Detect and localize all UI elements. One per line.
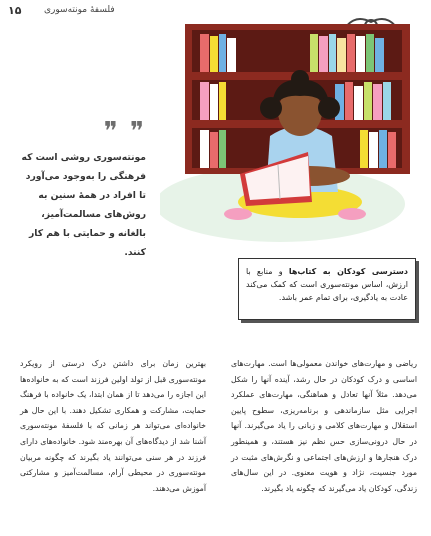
body-paragraph-right: ریاضی و مهارت‌های خواندن معمولی‌ها است. مهارت‌های اساسی و درک کودکان در حال رشد، آینده آنها را شکل می‌دهد. مثلاً آنها تعادل و هماهنگی، مهارت‌های عملکرد اجرایی مثل سازماندهی و برنامه‌ریزی، سطوح پایین استقلال و مهارت‌های کلامی و زبانی را یاد می‌گیرند. آنها در حال درونی‌سازی حس نظم نیز هستند، و همینطور درک هنجارها و ارزش‌های اجتماعی و نگرش‌های مثبت در مورد جنسیت، نژاد و هویت معنوی. در این سال‌های زندگی، کودکان یاد می‌گیرند که چگونه یاد بگیرند. <box>231 359 417 493</box>
page-number: ۱۵ <box>8 4 22 17</box>
body-paragraph-left: بهترین زمان برای داشتن درک درستی از رویکرد مونته‌سوری قبل از تولد اولین فرزند است که به خانواده‌ها این اجازه را می‌دهد تا از همان ابتدا، یک خانواده با فرهنگ حمایت، مشارکت و همکاری تشکیل دهند. با این حال هر خانواده‌ای می‌تواند هر زمانی که با فلسفهٔ مونته‌سوری آشنا شد از دیدگاه‌های آن بهره‌مند شود. خانواده‌های دارای فرزند در هر سنی می‌توانند یاد بگیرند که چگونه مربیان مونته‌سوری در محیطی آرام، مسالمت‌آمیز و مشارکتی آموزش می‌دهند. <box>20 359 206 493</box>
running-title: فلسفهٔ مونته‌سوری <box>44 5 115 15</box>
pull-quote <box>16 117 146 262</box>
image-caption <box>239 259 415 304</box>
pull-quote-text: مونته‌سوری روشی است که فرهنگی را به‌وجود می‌آورد تا افراد در همهٔ سنین به روش‌های مسالمت‌آمیز، بالغانه و حمایتی با هم کار کنند. <box>21 152 146 258</box>
caption-bold: دسترسی کودکان به کتاب‌ها <box>288 267 408 276</box>
body-column-right <box>231 356 417 496</box>
caption-rest: و منابع با ارزش، اساس مونته‌سوری است که کمک می‌کند عادت به یادگیری، برای تمام عمر باشد. <box>246 267 408 302</box>
girl-reading-illustration <box>160 24 410 244</box>
image-caption-box <box>238 258 416 320</box>
quote-mark-icon: ❞ ❞ <box>103 117 146 147</box>
body-column-left <box>20 356 206 496</box>
